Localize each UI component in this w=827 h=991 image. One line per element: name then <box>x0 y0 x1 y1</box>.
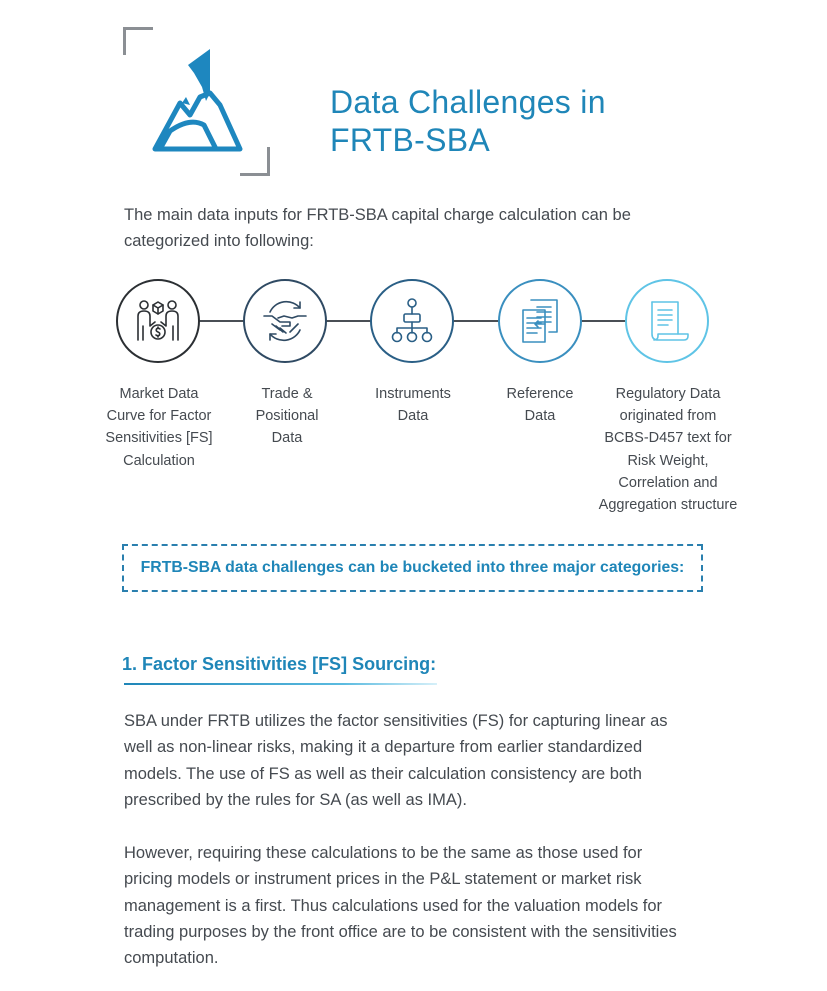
caption-line: Trade & <box>261 386 313 402</box>
caption-line: Data <box>397 408 429 425</box>
mountain-flag-logo-icon <box>150 45 245 155</box>
caption-line: Instruments <box>375 386 451 402</box>
handshake-cycle-icon <box>260 296 310 346</box>
caption-line: Aggregation structure <box>598 497 738 514</box>
caption-line: Calculation <box>123 452 195 469</box>
input-caption-reference <box>485 383 595 427</box>
paragraph-line: management is a first. Thus calculations used for the valuation models for <box>124 896 663 915</box>
caption-line: Curve for Factor <box>106 408 212 425</box>
input-caption-market-data <box>94 383 224 472</box>
caption-line: BCBS-D457 text for <box>604 430 732 447</box>
caption-line: Reference <box>506 386 574 402</box>
paragraph-line: well as non-linear risks, making it a departure from earlier standardized <box>124 738 643 757</box>
callout-box <box>122 544 703 592</box>
section-heading: 1. Factor Sensitivities [FS] Sourcing: <box>122 654 437 674</box>
caption-line: Positional <box>255 408 319 425</box>
paragraph-line: SBA under FRTB utilizes the factor sensitivities (FS) for capturing linear as <box>124 712 668 730</box>
input-caption-instruments <box>358 383 468 427</box>
caption-line: Market Data <box>119 386 199 402</box>
people-exchange-money-icon <box>133 296 183 346</box>
intro-line: The main data inputs for FRTB-SBA capital charge calculation can be <box>124 206 631 224</box>
input-circle-market-data <box>116 279 200 363</box>
intro-line: categorized into following: <box>124 232 314 251</box>
caption-line: Risk Weight, <box>627 452 709 469</box>
paragraph-line: trading purposes by the front office are to be consistent with the sensitivities <box>124 922 677 941</box>
page-title <box>330 83 690 159</box>
hierarchy-org-chart-icon <box>387 296 437 346</box>
input-circle-trade-positional <box>243 279 327 363</box>
paragraph-line: However, requiring these calculations to be the same as those used for <box>124 844 643 862</box>
caption-line: Correlation and <box>618 474 718 491</box>
input-circle-instruments <box>370 279 454 363</box>
callout-text: FRTB-SBA data challenges can be bucketed into three major categories: <box>140 559 685 576</box>
page-title-line-1: Data Challenges in <box>330 84 606 120</box>
paragraph-line: prescribed by the rules for SA (as well as IMA). <box>124 790 467 809</box>
paragraph-line: models. The use of FS as well as their calculation consistency are both <box>124 764 642 783</box>
body-paragraph-1 <box>124 708 709 813</box>
input-circle-reference <box>498 279 582 363</box>
caption-line: originated from <box>619 408 717 425</box>
caption-line: Regulatory Data <box>615 386 721 402</box>
caption-line: Data <box>524 408 556 425</box>
caption-line: Data <box>271 430 303 447</box>
input-caption-trade-positional <box>232 383 342 450</box>
body-paragraph-2 <box>124 840 709 971</box>
input-caption-regulatory <box>590 383 746 516</box>
page-title-line-2: FRTB-SBA <box>330 122 491 158</box>
paragraph-line: pricing models or instrument prices in the P&L statement or market risk <box>124 870 642 889</box>
corner-bracket-top-left <box>123 27 153 55</box>
input-circle-regulatory <box>625 279 709 363</box>
documents-copy-icon <box>515 296 565 346</box>
caption-line: Sensitivities [FS] <box>105 430 213 447</box>
scroll-document-icon <box>642 296 692 346</box>
intro-paragraph <box>124 202 684 255</box>
section-heading-underline <box>124 683 437 685</box>
paragraph-line: computation. <box>124 949 219 968</box>
